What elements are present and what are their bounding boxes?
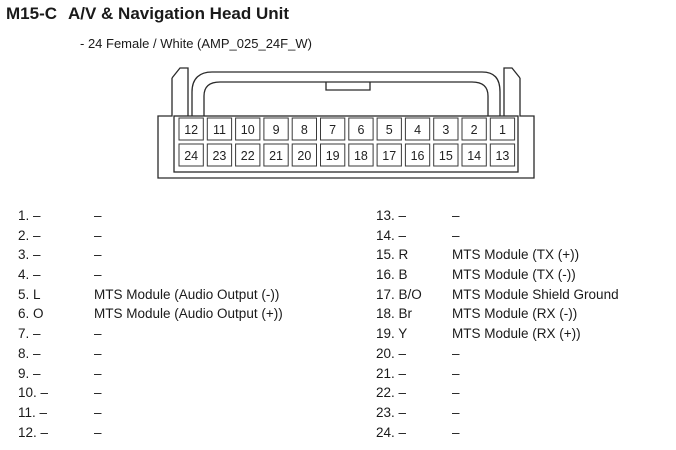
pin-description: MTS Module (RX (-)): [452, 306, 578, 322]
pin-number: 5: [385, 123, 393, 137]
pin-description: MTS Module (Audio Output (-)): [94, 286, 280, 302]
pin-number: 6: [357, 123, 365, 137]
pin-row: [18, 226, 358, 246]
pin-row: [18, 304, 358, 324]
pin-description: –: [452, 208, 460, 223]
pin-row: [376, 206, 674, 226]
pin-number: 12: [184, 123, 199, 137]
connector-subtitle: - 24 Female / White (AMP_025_24F_W): [80, 36, 312, 51]
pin-id: 10. –: [18, 385, 49, 401]
pin-number: 16: [410, 149, 425, 163]
pin-id: 13. –: [376, 208, 407, 223]
pin-number: 1: [498, 123, 506, 137]
pin-row: [376, 423, 674, 443]
pin-id: 23. –: [376, 404, 407, 420]
pin-description: MTS Module (TX (+)): [452, 247, 580, 263]
pin-description: –: [94, 404, 102, 420]
pin-id: 15. R: [376, 247, 409, 263]
pin-number: 13: [495, 149, 510, 163]
pin-row: [376, 403, 674, 423]
pin-id: 16. B: [376, 267, 408, 283]
pin-row: [376, 344, 674, 364]
connector-title: A/V & Navigation Head Unit: [68, 4, 290, 23]
pin-description: –: [452, 345, 460, 361]
pin-id: 24. –: [376, 424, 407, 440]
pin-row: [376, 304, 674, 324]
pin-id: 5. L: [18, 286, 41, 302]
pin-id: 8. –: [18, 345, 41, 361]
pin-description: MTS Module (Audio Output (+)): [94, 306, 283, 322]
pin-number: 23: [212, 149, 227, 163]
pin-description: MTS Module (RX (+)): [452, 326, 581, 342]
pin-row: [376, 364, 674, 384]
pin-number: 11: [212, 123, 226, 137]
pin-description: –: [94, 385, 102, 401]
pin-number: 2: [470, 123, 478, 137]
pin-id: 3. –: [18, 247, 41, 263]
pin-id: 19. Y: [376, 326, 408, 342]
pin-number: 3: [442, 123, 450, 137]
pin-row: [18, 206, 358, 226]
pin-row: [376, 285, 674, 305]
pin-number: 9: [272, 123, 280, 137]
pin-id: 1. –: [18, 208, 41, 223]
pin-description: MTS Module (TX (-)): [452, 267, 576, 283]
pin-number: 15: [438, 149, 453, 163]
pin-description: MTS Module Shield Ground: [452, 286, 619, 302]
pin-description: –: [94, 424, 102, 440]
pin-number: 22: [240, 149, 255, 163]
pin-row: [376, 245, 674, 265]
pin-description: –: [452, 385, 460, 401]
pin-list-right: [376, 206, 674, 442]
pin-row: [18, 383, 358, 403]
pin-number: 20: [297, 149, 312, 163]
pin-number: 24: [184, 149, 199, 163]
pin-row: [376, 324, 674, 344]
pin-row: [18, 245, 358, 265]
pin-row: [18, 324, 358, 344]
pin-number: 8: [300, 123, 308, 137]
pin-description: –: [94, 227, 102, 243]
pin-id: 4. –: [18, 267, 41, 283]
pin-id: 6. O: [18, 306, 44, 322]
pin-number: 18: [353, 149, 368, 163]
pin-number: 10: [240, 123, 255, 137]
pin-row: [18, 285, 358, 305]
pin-description: –: [452, 227, 460, 243]
pin-id: 11. –: [18, 404, 48, 420]
pin-row: [376, 383, 674, 403]
pin-row: [18, 364, 358, 384]
pin-id: 21. –: [376, 365, 407, 381]
pin-id: 12. –: [18, 424, 49, 440]
pin-id: 17. B/O: [376, 286, 422, 302]
pin-row: [18, 423, 358, 443]
pin-id: 14. –: [376, 227, 407, 243]
pin-description: –: [452, 404, 460, 420]
pin-number: 19: [325, 149, 340, 163]
pin-description: –: [94, 365, 102, 381]
pin-id: 2. –: [18, 227, 41, 243]
pin-number: 14: [467, 149, 482, 163]
pin-list-left: [18, 206, 358, 442]
pin-description: –: [94, 267, 102, 283]
pin-description: –: [94, 208, 102, 223]
pin-number: 4: [414, 123, 422, 137]
pin-row: [376, 226, 674, 246]
pin-row: [376, 265, 674, 285]
pin-row: [18, 265, 358, 285]
pin-id: 18. Br: [376, 306, 413, 322]
pin-id: 9. –: [18, 365, 41, 381]
connector-code: M15-C: [6, 4, 58, 23]
pin-id: 7. –: [18, 326, 41, 342]
pin-description: –: [94, 345, 102, 361]
pin-row: [18, 403, 358, 423]
pin-id: 22. –: [376, 385, 407, 401]
pin-description: –: [94, 247, 102, 263]
pin-description: –: [452, 365, 460, 381]
pin-row: [18, 344, 358, 364]
pin-number: 17: [382, 149, 397, 163]
pin-id: 20. –: [376, 345, 407, 361]
pin-description: –: [452, 424, 460, 440]
pin-number: 7: [329, 123, 337, 137]
pin-description: –: [94, 326, 102, 342]
pin-number: 21: [269, 149, 284, 163]
connector-diagram: [0, 0, 676, 200]
